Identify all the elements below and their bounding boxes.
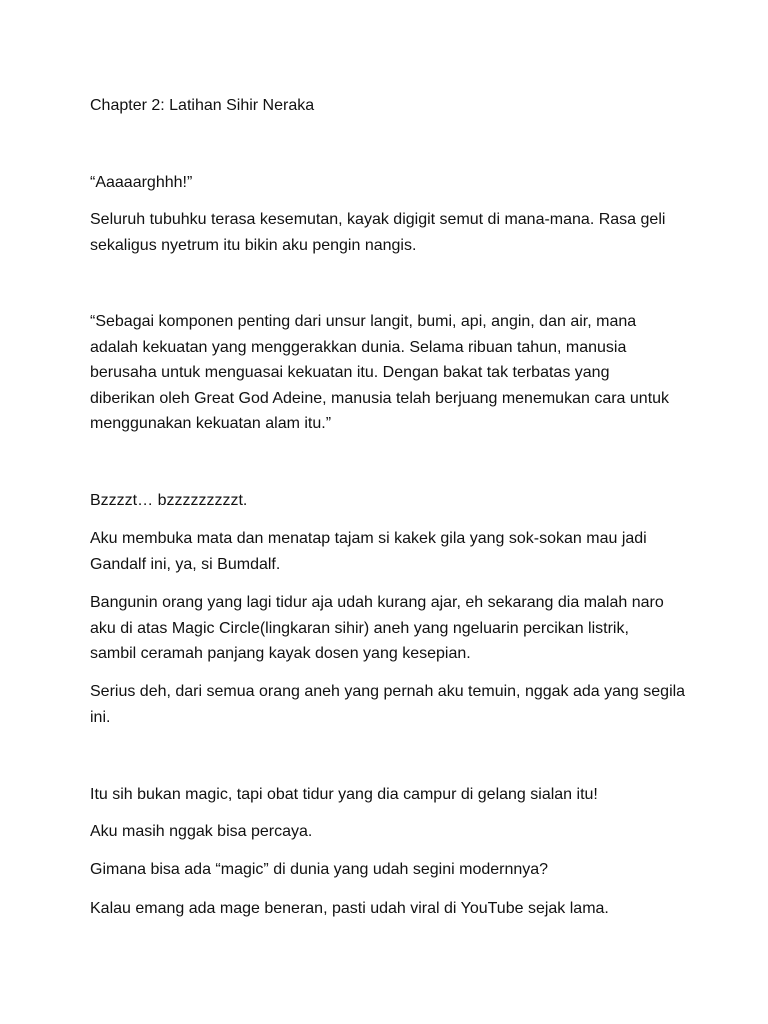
paragraph-line: Itu sih bukan magic, tapi obat tidur yang dia campur di gelang sialan itu! <box>90 786 598 803</box>
paragraph-line: Kalau emang ada mage beneran, pasti udah viral di YouTube sejak lama. <box>90 900 609 917</box>
paragraph-line: Aku masih nggak bisa percaya. <box>90 823 313 840</box>
paragraph-line: diberikan oleh Great God Adeine, manusia telah berjuang menemukan cara untuk <box>90 389 670 407</box>
paragraph-line: “Sebagai komponen penting dari unsur langit, bumi, api, angin, dan air, mana <box>90 313 637 330</box>
paragraph-5 <box>90 526 690 577</box>
paragraph-line: sambil ceramah panjang kayak dosen yang kesepian. <box>90 645 471 662</box>
paragraph-line: aku di atas Magic Circle(lingkaran sihir) aneh yang ngeluarin percikan listrik, <box>90 619 629 637</box>
paragraph-line: Serius deh, dari semua orang aneh yang pernah aku temuin, nggak ada yang segila <box>90 683 686 700</box>
paragraph-line: menggunakan kekuatan alam itu.” <box>90 415 332 432</box>
paragraph-line: Gandalf ini, ya, si Bumdalf. <box>90 555 281 573</box>
paragraph-7 <box>90 679 690 730</box>
paragraph-11 <box>90 896 690 922</box>
paragraph-4 <box>90 488 690 514</box>
paragraph-1 <box>90 170 690 196</box>
paragraph-8 <box>90 782 690 808</box>
chapter-title <box>90 93 690 119</box>
paragraph-3 <box>90 309 690 437</box>
paragraph-line: Aku membuka mata dan menatap tajam si kakek gila yang sok-sokan mau jadi <box>90 530 647 547</box>
paragraph-line: berusaha untuk menguasai kekuatan itu. Dengan bakat tak terbatas yang <box>90 364 610 381</box>
paragraph-line: “Aaaaarghhh!” <box>90 174 193 191</box>
paragraph-9 <box>90 819 690 845</box>
paragraph-line: sekaligus nyetrum itu bikin aku pengin nangis. <box>90 236 417 254</box>
chapter-title-text: Chapter 2: Latihan Sihir Neraka <box>90 97 315 114</box>
paragraph-line: Bangunin orang yang lagi tidur aja udah kurang ajar, eh sekarang dia malah naro <box>90 594 664 611</box>
paragraph-2 <box>90 207 690 258</box>
paragraph-line: Bzzzzt… bzzzzzzzzzt. <box>90 492 248 509</box>
paragraph-10 <box>90 857 690 883</box>
paragraph-6 <box>90 590 690 667</box>
paragraph-line: Seluruh tubuhku terasa kesemutan, kayak digigit semut di mana-mana. Rasa geli <box>90 211 666 228</box>
paragraph-line: adalah kekuatan yang menggerakkan dunia. Selama ribuan tahun, manusia <box>90 338 627 356</box>
paragraph-line: ini. <box>90 708 111 726</box>
paragraph-line: Gimana bisa ada “magic” di dunia yang udah segini modernnya? <box>90 861 549 878</box>
